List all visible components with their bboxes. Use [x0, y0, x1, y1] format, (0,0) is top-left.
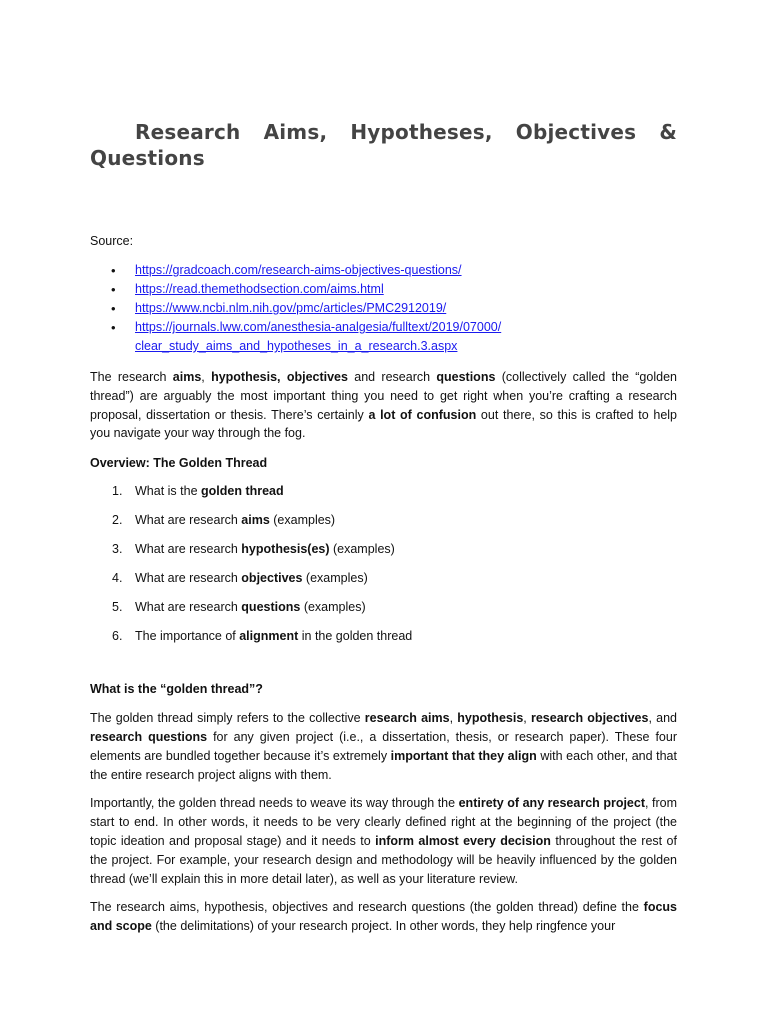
overview-heading: Overview: The Golden Thread [90, 456, 268, 471]
list-item: 2. What are research aims (examples) [112, 513, 336, 528]
document-page [90, 0, 677, 936]
list-item [111, 299, 677, 318]
source-link-ncbi[interactable]: https://www.ncbi.nlm.nih.gov/pmc/articles/PMC2912019/ [135, 301, 447, 315]
source-label: Source: [90, 234, 134, 248]
list-item: 3. What are research hypothesis(es) (examples) [112, 542, 395, 557]
bullet-icon: • [111, 282, 116, 297]
list-item [111, 261, 677, 280]
golden-thread-paragraph-1: The golden thread simply refers to the collective research aims, hypothesis, research objectives, and research questions for any given project (i.e., a dissertation, thesis, or research paper). These four elements are bundled together because it’s extremely important that they align with each other, and that the entire research project aligns with them. [90, 711, 677, 782]
list-item [111, 318, 677, 356]
list-item [111, 280, 677, 299]
intro-paragraph: The research aims, hypothesis, objectives and research questions (collectively called the “golden thread”) are arguably the most important thing you need to get right when you’re crafting a research proposal, dissertation or thesis. There’s certainly a lot of confusion out there, so this is crafted to help you navigate your way through the fog. [90, 370, 677, 441]
golden-thread-paragraph-3: The research aims, hypothesis, objectives and research questions (the golden thread) define the focus and scope (the delimitations) of your research project. In other words, they help ringfence your [90, 900, 677, 934]
page-title: Research Aims, Hypotheses, Objectives & Questions [90, 120, 677, 170]
source-link-themethodsection[interactable]: https://read.themethodsection.com/aims.html [135, 282, 384, 296]
bullet-icon: • [111, 301, 116, 316]
source-link-gradcoach[interactable]: https://gradcoach.com/research-aims-objectives-questions/ [135, 263, 462, 277]
bullet-icon: • [111, 320, 116, 335]
list-item: 5. What are research questions (examples) [112, 600, 366, 615]
bullet-icon: • [111, 263, 116, 278]
source-link-lww-continued[interactable]: clear_study_aims_and_hypotheses_in_a_research.3.aspx [135, 339, 458, 353]
golden-thread-paragraph-2: Importantly, the golden thread needs to weave its way through the entirety of any research project, from start to end. In other words, it needs to be very clearly defined right at the beginning of the project (the topic ideation and proposal stage) and it needs to inform almost every decision throughout the rest of the project. For example, your research design and methodology will be heavily influenced by the golden thread (we’ll explain this in more detail later), as well as your literature review. [90, 796, 677, 886]
list-item: 4. What are research objectives (examples) [112, 571, 368, 586]
source-link-lww[interactable]: https://journals.lww.com/anesthesia-analgesia/fulltext/2019/07000/ [135, 320, 502, 334]
source-list [90, 261, 677, 356]
golden-thread-heading: What is the “golden thread”? [90, 682, 263, 697]
overview-list [90, 482, 677, 645]
list-item: 6. The importance of alignment in the golden thread [112, 629, 413, 644]
list-item: 1. What is the golden thread [112, 484, 284, 499]
